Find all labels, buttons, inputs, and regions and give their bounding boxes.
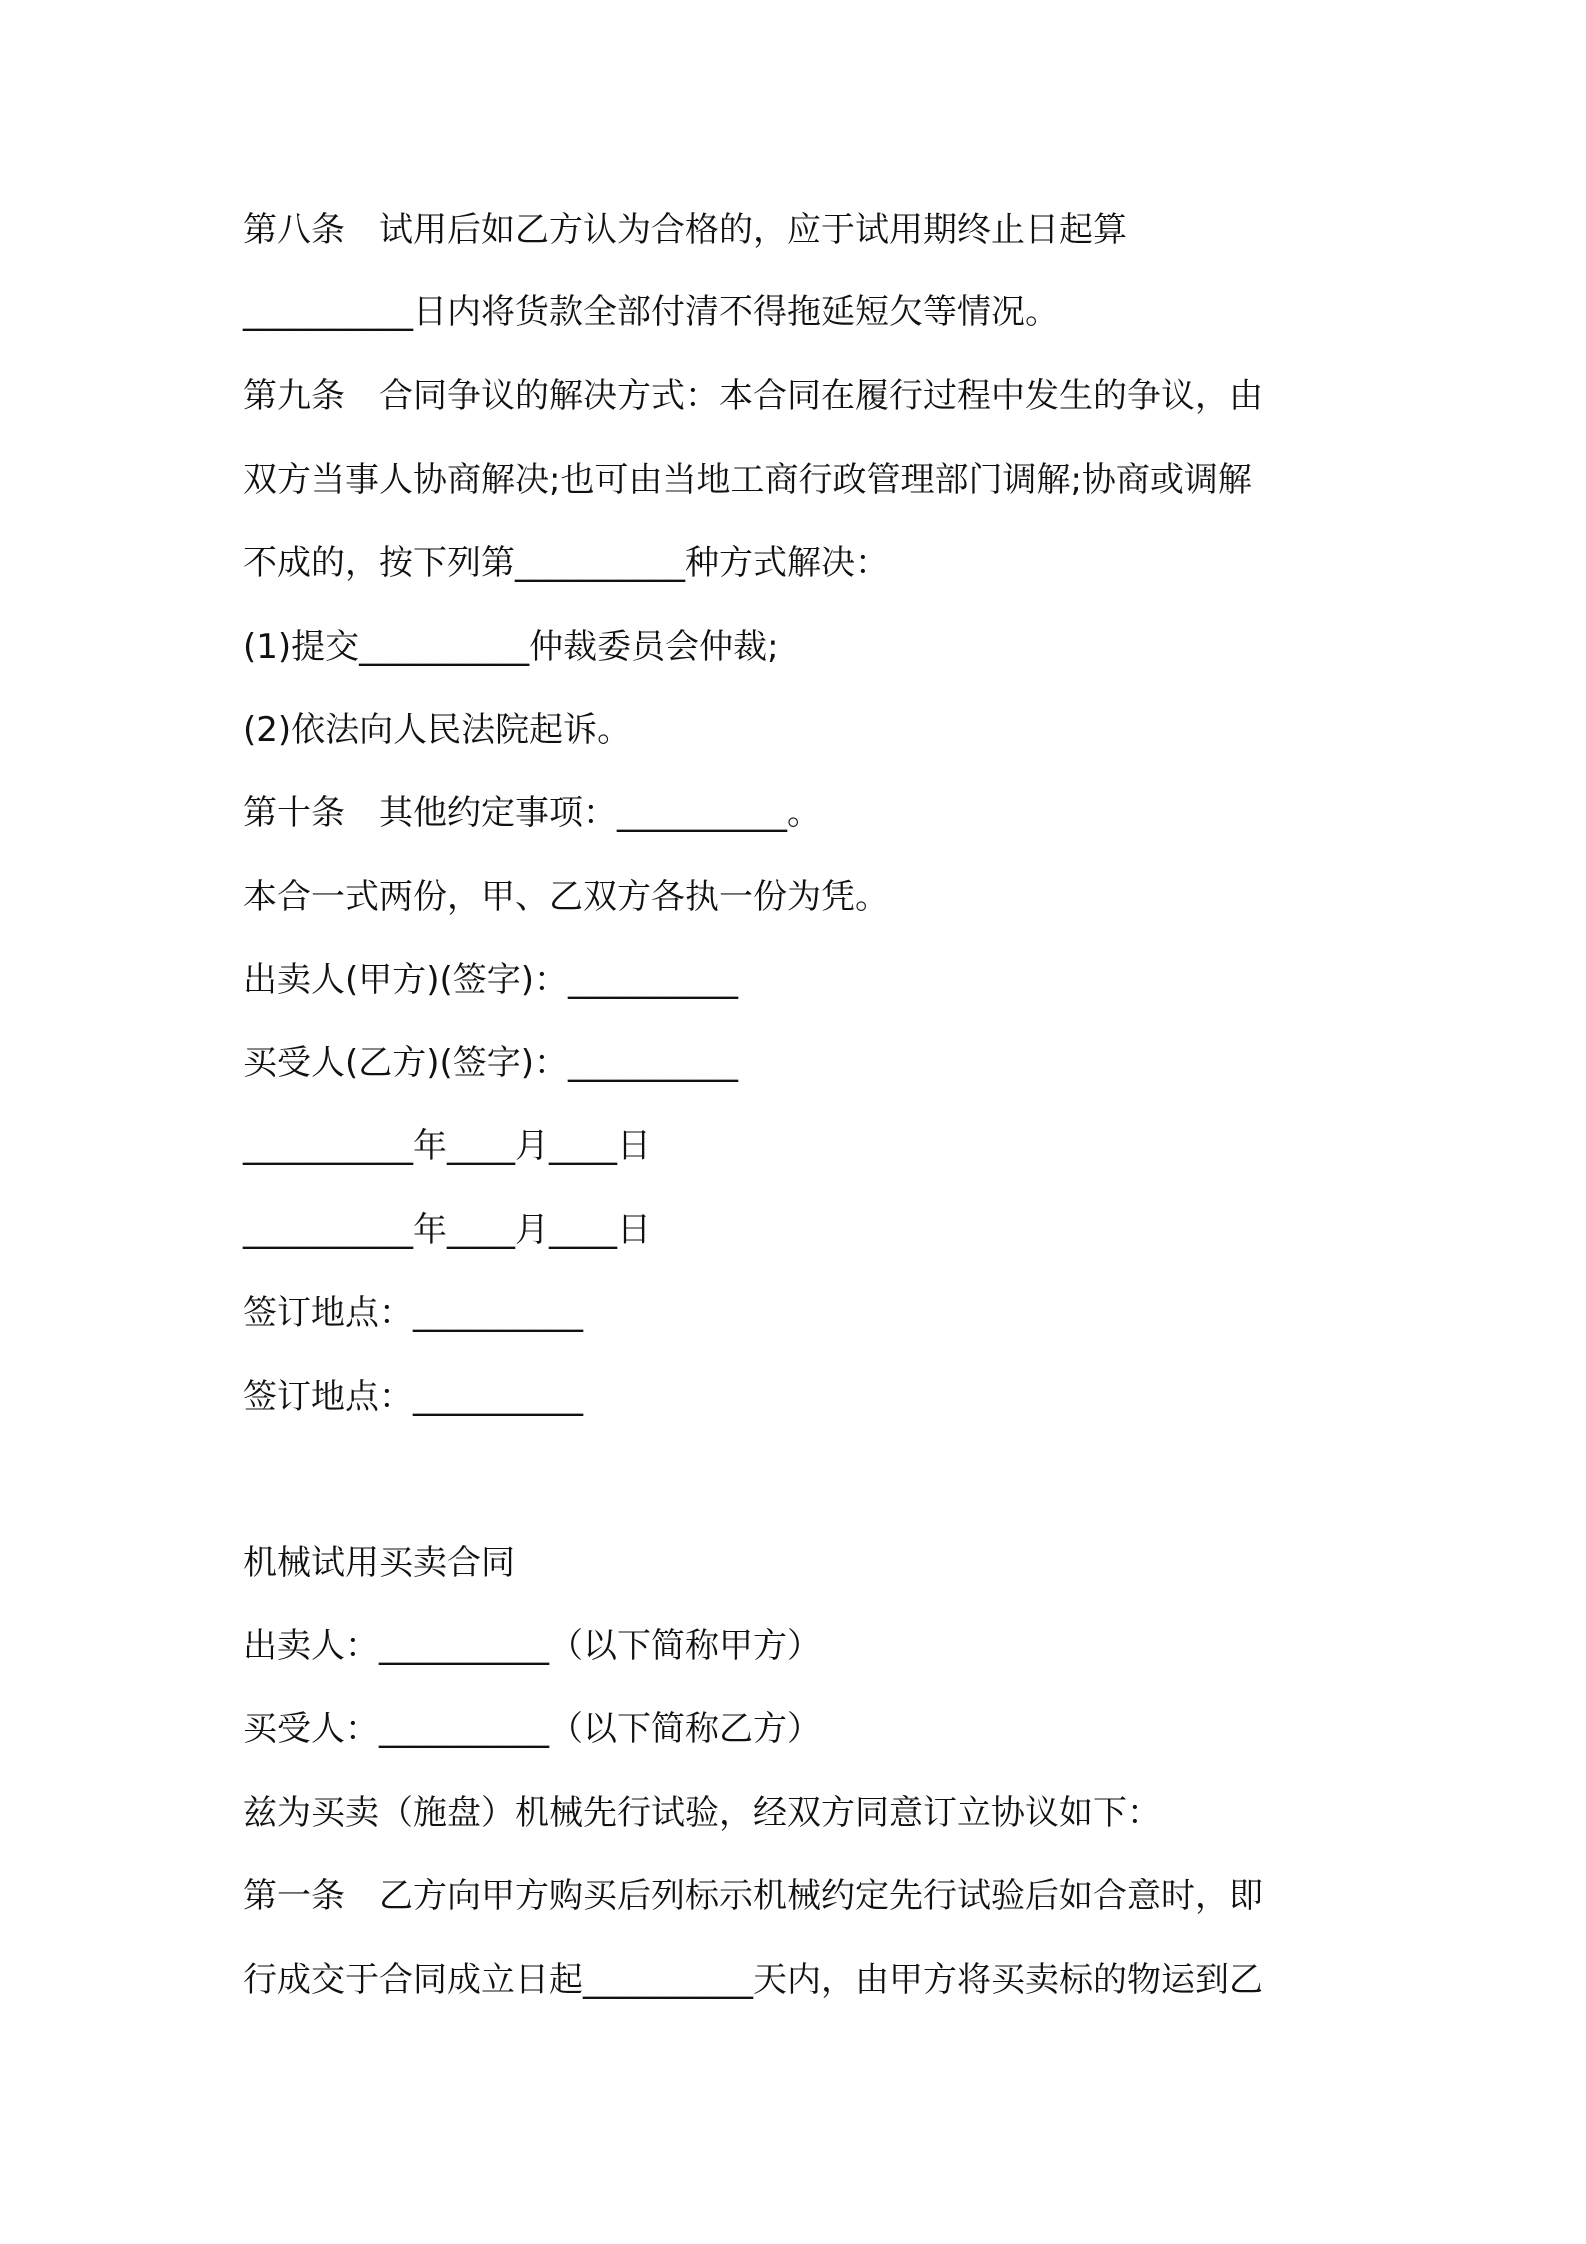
article-10-line: 第十条 其他约定事项：__________。	[243, 793, 821, 833]
article-1-line-2: 行成交于合同成立日起__________天内，由甲方将买卖标的物运到乙	[243, 1960, 1263, 2000]
article-9-line-3: 不成的，按下列第__________种方式解决：	[243, 543, 889, 583]
seller-party-line: 出卖人：__________（以下简称甲方）	[243, 1626, 821, 1666]
copies-clause: 本合一式两份，甲、乙双方各执一份为凭。	[243, 877, 889, 917]
article-8-line-2: __________日内将货款全部付清不得拖延短欠等情况。	[243, 292, 1059, 332]
buyer-signature-line: 买受人(乙方)(签字)：__________	[243, 1043, 739, 1083]
seller-signature-line: 出卖人(甲方)(签字)：__________	[243, 960, 739, 1000]
seller-date-line: __________年____月____日	[243, 1126, 651, 1166]
dispute-option-1: (1)提交__________仲裁委员会仲裁;	[243, 627, 779, 667]
contract-title: 机械试用买卖合同	[243, 1543, 515, 1583]
signing-place-line-2: 签订地点：__________	[243, 1377, 583, 1417]
signing-place-line-1: 签订地点：__________	[243, 1293, 583, 1333]
article-1-line-1: 第一条 乙方向甲方购买后列标示机械约定先行试验后如合意时，即	[243, 1876, 1263, 1916]
buyer-party-line: 买受人：__________（以下简称乙方）	[243, 1709, 821, 1749]
dispute-option-2: (2)依法向人民法院起诉。	[243, 710, 632, 750]
article-9-line-2: 双方当事人协商解决;也可由当地工商行政管理部门调解;协商或调解	[243, 460, 1252, 500]
article-9-line-1: 第九条 合同争议的解决方式：本合同在履行过程中发生的争议，由	[243, 376, 1263, 416]
article-8-line-1: 第八条 试用后如乙方认为合格的，应于试用期终止日起算	[243, 210, 1127, 250]
preamble-line: 兹为买卖（施盘）机械先行试验，经双方同意订立协议如下：	[243, 1793, 1161, 1833]
buyer-date-line: __________年____月____日	[243, 1210, 651, 1250]
